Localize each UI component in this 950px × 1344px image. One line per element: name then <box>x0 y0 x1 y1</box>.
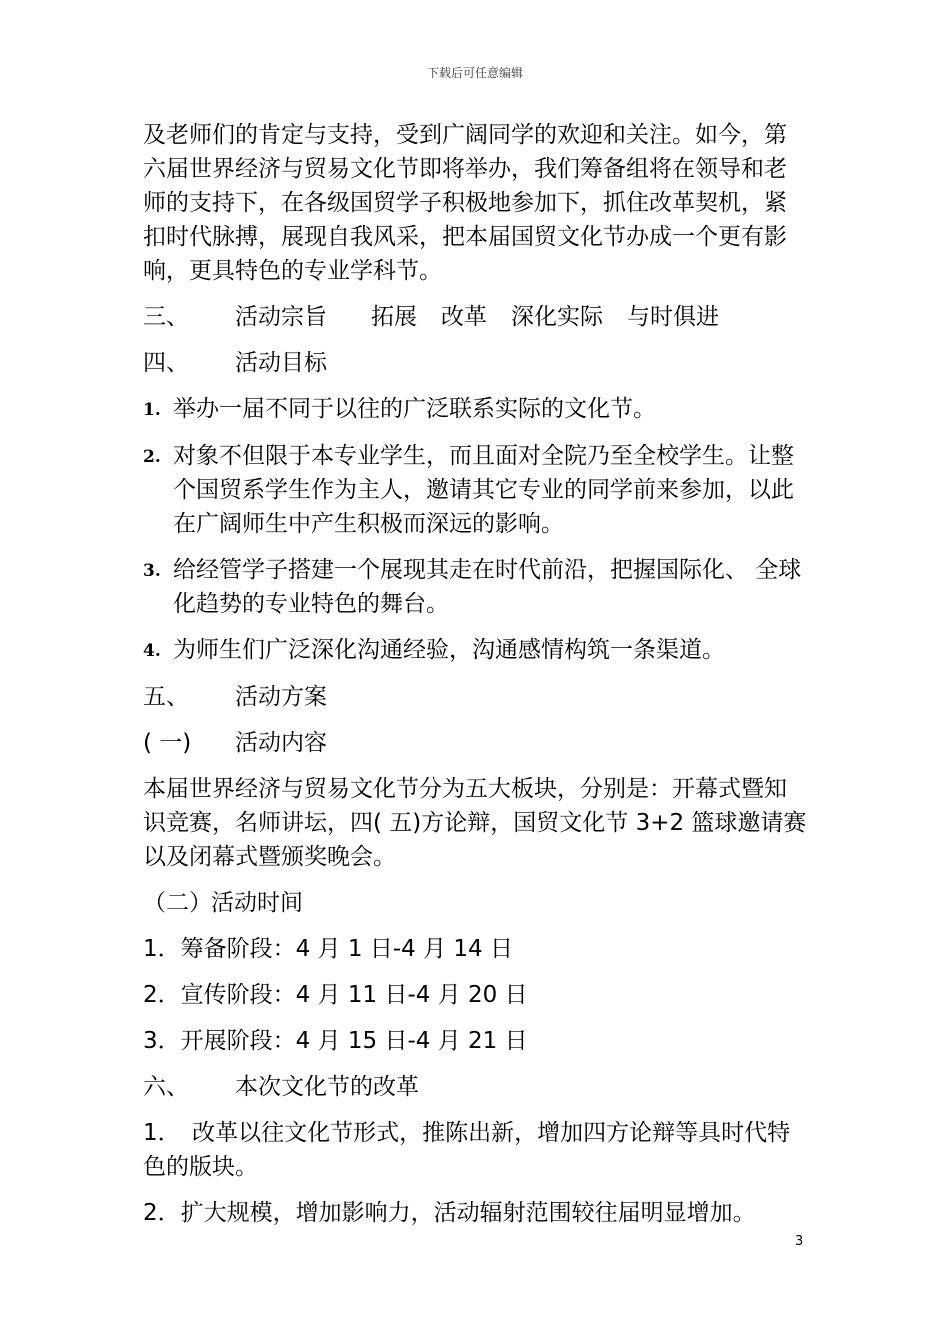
goal-item <box>143 633 808 668</box>
section-number: 三、 <box>143 304 189 330</box>
content-paragraph: 本届世界经济与贸易文化节分为五大板块，分别是：开幕式暨知识竞赛，名师讲坛，四( 五)方论辩，国贸文化节 3+2 篮球邀请赛以及闭幕式暨颁奖晚会。 <box>143 776 807 870</box>
section-number: 四、 <box>143 350 189 376</box>
section-6-heading <box>143 1070 808 1104</box>
schedule-item: 1．筹备阶段：4 月 1 日-4 月 14 日 <box>143 936 513 962</box>
goal-number: 3. <box>143 561 161 581</box>
goal-text: 给经管学子搭建一个展现其走在时代前沿，把握国际化、 全球化趋势的专业特色的舞台。 <box>173 557 802 617</box>
goal-text: 对象不但限于本专业学生，而且面对全院乃至全校学生。让整个国贸系学生作为主人，邀请其它专业的同学前来参加，以此在广阔师生中产生积极而深远的影响。 <box>173 443 794 537</box>
subsection-number: ( 一) <box>143 730 192 756</box>
aim-item: 改革 <box>441 304 487 330</box>
goal-item <box>143 439 808 541</box>
subsection-title: 活动内容 <box>235 730 327 756</box>
section-title: 活动方案 <box>235 684 327 710</box>
section-number: 六、 <box>143 1074 189 1100</box>
subsection-number: （二） <box>143 890 212 916</box>
goal-item <box>143 553 808 621</box>
page-number: 3 <box>795 1234 804 1249</box>
reform-item: 1． 改革以往文化节形式，推陈出新，增加四方论辩等具时代特色的版块。 <box>143 1120 791 1180</box>
aim-item: 拓展 <box>371 304 417 330</box>
section-title: 本次文化节的改革 <box>235 1074 419 1100</box>
intro-paragraph: 及老师们的肯定与支持，受到广阔同学的欢迎和关注。如今，第六届世界经济与贸易文化节即将举办，我们筹备组将在领导和老师的支持下，在各级国贸学子积极地参加下，抓住改革契机，紧扣时代脉搏，展现自我风采，把本届国贸文化节办成一个更有影响，更具特色的专业学科节。 <box>143 122 787 284</box>
section-title: 活动目标 <box>235 350 327 376</box>
goal-item <box>143 392 808 427</box>
subsection-2-heading <box>143 886 808 920</box>
section-5-heading <box>143 680 808 714</box>
schedule-item: 3．开展阶段：4 月 15 日-4 月 21 日 <box>143 1028 528 1054</box>
section-title: 活动宗旨 <box>235 304 327 330</box>
subsection-title: 活动时间 <box>211 890 303 916</box>
aim-item: 与时俱进 <box>627 304 719 330</box>
section-4-heading <box>143 346 808 380</box>
page-header: 下载后可任意编辑 <box>426 66 523 80</box>
subsection-1-heading <box>143 726 808 760</box>
section-3-heading <box>143 300 808 334</box>
goal-number: 1. <box>143 400 161 420</box>
goal-number: 2. <box>143 447 161 467</box>
goal-number: 4. <box>143 641 161 661</box>
goal-text: 为师生们广泛深化沟通经验，沟通感情构筑一条渠道。 <box>173 637 725 663</box>
aim-item: 深化实际 <box>511 304 603 330</box>
schedule-item: 2．宣传阶段：4 月 11 日-4 月 20 日 <box>143 982 528 1008</box>
document-body <box>143 118 808 1242</box>
goal-text: 举办一届不同于以往的广泛联系实际的文化节。 <box>173 396 656 422</box>
reform-item: 2．扩大规模，增加影响力，活动辐射范围较往届明显增加。 <box>143 1200 756 1226</box>
section-number: 五、 <box>143 684 189 710</box>
